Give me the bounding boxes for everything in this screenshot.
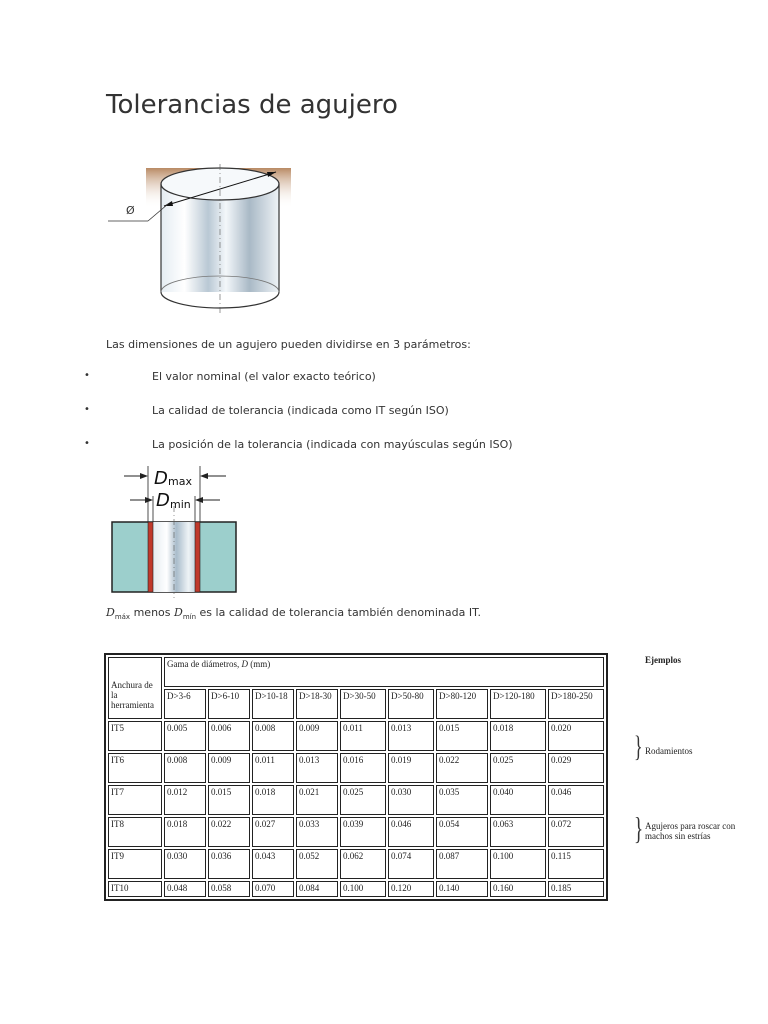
table-cell: 0.015 bbox=[436, 721, 488, 751]
column-header: D>3-6 bbox=[164, 689, 206, 719]
tolerance-diagram bbox=[108, 466, 248, 602]
caption-d1: D bbox=[106, 606, 115, 619]
table-cell: 0.018 bbox=[164, 817, 206, 847]
caption-d2-sub: mín bbox=[182, 613, 197, 622]
table-cell: 0.021 bbox=[296, 785, 338, 815]
intro-text: Las dimensiones de un agujero pueden dividirse en 3 parámetros: bbox=[106, 338, 471, 351]
table-cell: 0.039 bbox=[340, 817, 386, 847]
table-cell: 0.160 bbox=[490, 881, 546, 897]
row-label: IT8 bbox=[108, 817, 162, 847]
table-cell: 0.048 bbox=[164, 881, 206, 897]
table-cell: 0.005 bbox=[164, 721, 206, 751]
table-cell: 0.029 bbox=[548, 753, 604, 783]
table-cell: 0.058 bbox=[208, 881, 250, 897]
table-cell: 0.046 bbox=[548, 785, 604, 815]
row-label: IT9 bbox=[108, 849, 162, 879]
column-header: D>18-30 bbox=[296, 689, 338, 719]
tolerance-table bbox=[104, 653, 608, 901]
examples-label: Ejemplos bbox=[645, 655, 681, 665]
row-header-text: Anchura de la herramienta bbox=[111, 680, 154, 710]
table-cell: 0.022 bbox=[436, 753, 488, 783]
row-label: IT6 bbox=[108, 753, 162, 783]
table-cell: 0.140 bbox=[436, 881, 488, 897]
table-row bbox=[108, 785, 604, 815]
range-header-pre: Gama de diámetros, bbox=[167, 659, 242, 669]
table-cell: 0.013 bbox=[388, 721, 434, 751]
table-cell: 0.008 bbox=[252, 721, 294, 751]
bullet-icon: • bbox=[84, 438, 90, 449]
table-cell: 0.011 bbox=[340, 721, 386, 751]
dmin-label: D bbox=[156, 490, 170, 511]
table-cell: 0.015 bbox=[208, 785, 250, 815]
table-cell: 0.016 bbox=[340, 753, 386, 783]
table-cell: 0.100 bbox=[340, 881, 386, 897]
column-header: D>50-80 bbox=[388, 689, 434, 719]
table-cell: 0.013 bbox=[296, 753, 338, 783]
table-cell: 0.115 bbox=[548, 849, 604, 879]
bullet-icon: • bbox=[84, 404, 90, 415]
table-cell: 0.052 bbox=[296, 849, 338, 879]
table-cell: 0.185 bbox=[548, 881, 604, 897]
table-cell: 0.070 bbox=[252, 881, 294, 897]
column-header: D>80-120 bbox=[436, 689, 488, 719]
table-row bbox=[108, 817, 604, 847]
table-cell: 0.025 bbox=[490, 753, 546, 783]
table-cell: 0.063 bbox=[490, 817, 546, 847]
table-cell: 0.027 bbox=[252, 817, 294, 847]
group-label-bearings: Rodamientos bbox=[645, 746, 693, 756]
table-cell: 0.018 bbox=[252, 785, 294, 815]
table-cell: 0.030 bbox=[388, 785, 434, 815]
table-row bbox=[108, 721, 604, 751]
range-header-var: D bbox=[241, 659, 248, 669]
table-cell: 0.006 bbox=[208, 721, 250, 751]
caption-rest: es la calidad de tolerancia también denominada IT. bbox=[196, 606, 481, 619]
table-row bbox=[108, 753, 604, 783]
table-cell: 0.025 bbox=[340, 785, 386, 815]
column-header: D>6-10 bbox=[208, 689, 250, 719]
table-cell: 0.046 bbox=[388, 817, 434, 847]
range-header-post: (mm) bbox=[247, 659, 271, 669]
table-cell: 0.100 bbox=[490, 849, 546, 879]
table-cell: 0.012 bbox=[164, 785, 206, 815]
row-label: IT7 bbox=[108, 785, 162, 815]
row-label: IT10 bbox=[108, 881, 162, 897]
table-row bbox=[108, 849, 604, 879]
table-cell: 0.018 bbox=[490, 721, 546, 751]
list-item-text: La calidad de tolerancia (indicada como IT según ISO) bbox=[152, 404, 449, 417]
table-cell: 0.087 bbox=[436, 849, 488, 879]
caption-d1-sub: máx bbox=[114, 613, 131, 622]
bullet-icon: • bbox=[84, 370, 90, 381]
table-cell: 0.040 bbox=[490, 785, 546, 815]
brace-icon: } bbox=[634, 730, 643, 763]
column-header: D>10-18 bbox=[252, 689, 294, 719]
table-cell: 0.036 bbox=[208, 849, 250, 879]
caption-middle: menos bbox=[130, 606, 175, 619]
table-cell: 0.120 bbox=[388, 881, 434, 897]
diameter-symbol: Ø bbox=[126, 204, 135, 217]
table-cell: 0.030 bbox=[164, 849, 206, 879]
row-label: IT5 bbox=[108, 721, 162, 751]
table-cell: 0.020 bbox=[548, 721, 604, 751]
table-cell: 0.011 bbox=[252, 753, 294, 783]
table-cell: 0.033 bbox=[296, 817, 338, 847]
table-cell: 0.043 bbox=[252, 849, 294, 879]
table-row bbox=[108, 881, 604, 897]
table-cell: 0.009 bbox=[296, 721, 338, 751]
tolerance-caption bbox=[106, 606, 481, 621]
table-cell: 0.035 bbox=[436, 785, 488, 815]
table-cell: 0.062 bbox=[340, 849, 386, 879]
dmax-subscript: max bbox=[168, 475, 192, 488]
list-item-text: El valor nominal (el valor exacto teórico) bbox=[152, 370, 376, 383]
dmax-label: D bbox=[154, 468, 168, 489]
list-item-text: La posición de la tolerancia (indicada con mayúsculas según ISO) bbox=[152, 438, 513, 451]
table-cell: 0.084 bbox=[296, 881, 338, 897]
page-title: Tolerancias de agujero bbox=[106, 90, 398, 120]
column-header: D>120-180 bbox=[490, 689, 546, 719]
table-cell: 0.009 bbox=[208, 753, 250, 783]
range-header-cell bbox=[164, 657, 604, 687]
hole-cylinder-figure bbox=[106, 164, 306, 323]
dmin-subscript: min bbox=[170, 498, 191, 511]
table-cell: 0.074 bbox=[388, 849, 434, 879]
table-cell: 0.072 bbox=[548, 817, 604, 847]
brace-icon: } bbox=[634, 810, 644, 846]
caption-d2: D bbox=[174, 606, 183, 619]
column-header: D>180-250 bbox=[548, 689, 604, 719]
table-cell: 0.054 bbox=[436, 817, 488, 847]
column-header: D>30-50 bbox=[340, 689, 386, 719]
group-label-tapping: Agujeros para roscar con machos sin estrías bbox=[645, 821, 736, 841]
table-cell: 0.022 bbox=[208, 817, 250, 847]
row-header-cell bbox=[108, 657, 162, 719]
table-cell: 0.008 bbox=[164, 753, 206, 783]
table-cell: 0.019 bbox=[388, 753, 434, 783]
